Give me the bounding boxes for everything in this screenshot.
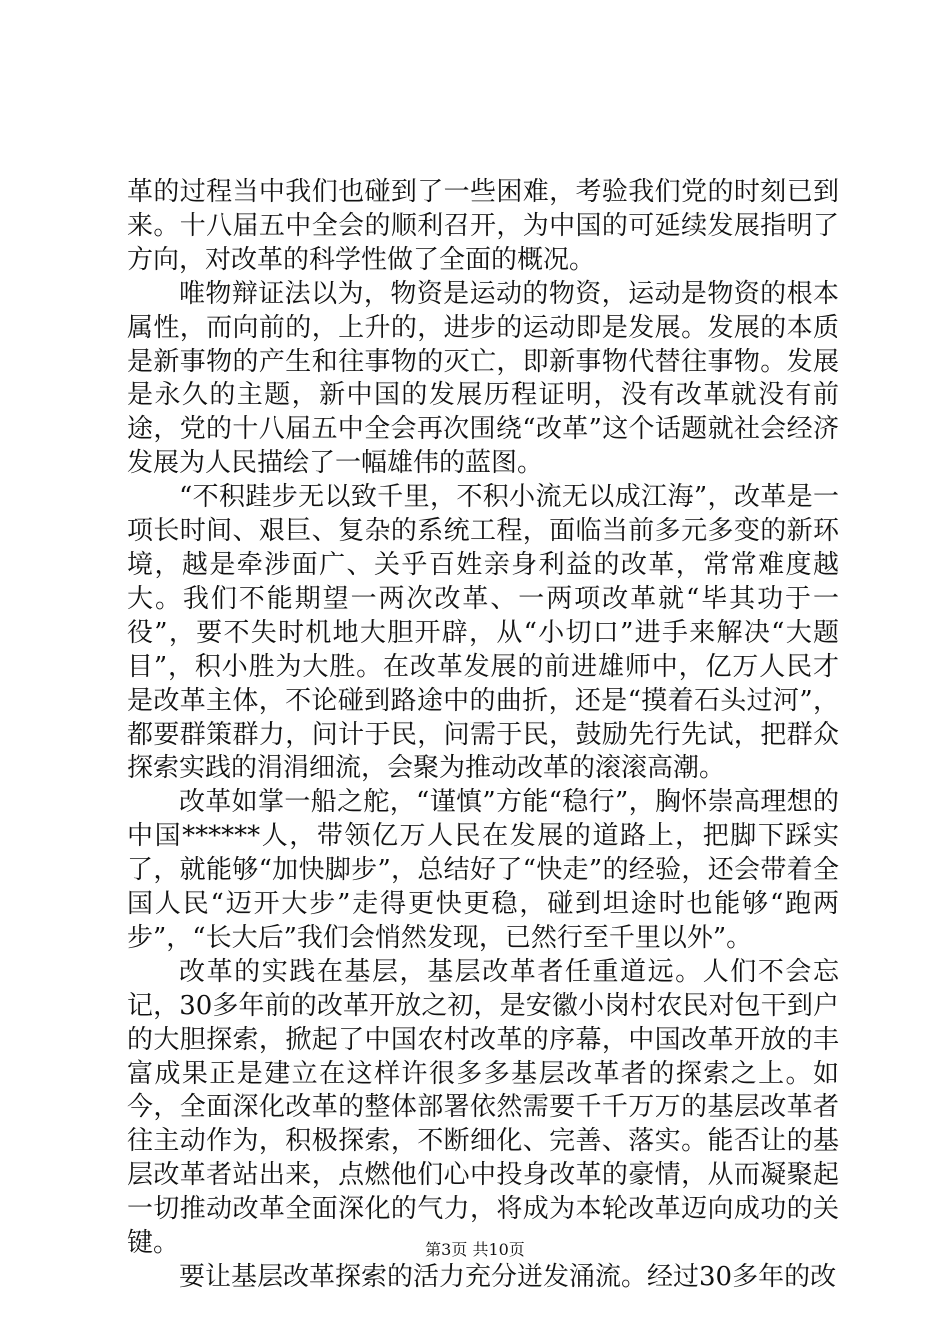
paragraph-continuation: 革的过程当中我们也碰到了一些困难，考验我们党的时刻已到来。十八届五中全会的顺利召开，为中国的可延续发展指明了方向，对改革的科学性做了全面的概况。 — [127, 177, 839, 275]
paragraph-step-by-step: “不积跬步无以致千里，不积小流无以成江海”，改革是一项长时间、艰巨、复杂的系统工程，面临当前多元多变的新环境，越是牵涉面广、关乎百姓亲身利益的改革，常常难度越大。我们不能期望一两次改革、一两项改革就“毕其功于一役”，要不失时机地大胆开辟，从“小切口”进手来解决“大题目”，积小胜为大胜。在改革发展的前进雄师中，亿万人民才是改革主体，不论碰到路途中的曲折，还是“摸着石头过河”，都要群策群力，问计于民，问需于民，鼓励先行先试，把群众探索实践的涓涓细流，会聚为推动改革的滚滚高潮。 — [127, 482, 839, 784]
paragraph-dialectics: 唯物辩证法以为，物资是运动的物资，运动是物资的根本属性，而向前的，上升的，进步的运动即是发展。发展的本质是新事物的产生和往事物的灭亡，即新事物代替往事物。发展是永久的主题，新中国的发展历程证明，没有改革就没有前途，党的十八届五中全会再次围绕“改革”这个话题就社会经济发展为人民描绘了一幅雄伟的蓝图。 — [127, 278, 839, 479]
paragraph-grassroots: 改革的实践在基层，基层改革者任重道远。人们不会忘记，30多年前的改革开放之初，是安徽小岗村农民对包干到户的大胆探索，掀起了中国农村改革的序幕，中国改革开放的丰富成果正是建立在这样许很多多基层改革者的探索之上。如今，全面深化改革的整体部署依然需要千千万万的基层改革者往主动作为，积极探索，不断细化、完善、落实。能否让的基层改革者站出来，点燃他们心中投身改革的豪情，从而凝聚起一切推动改革全面深化的气力，将成为本轮改革迈向成功的关键。 — [127, 956, 839, 1259]
document-body — [127, 176, 839, 1295]
paragraph-vitality: 要让基层改革探索的活力充分迸发涌流。经过30多年的改 — [179, 1262, 837, 1292]
paragraph-helm: 改革如掌一船之舵，“谨慎”方能“稳行”，胸怀崇高理想的中国******人，带领亿万人民在发展的道路上，把脚下踩实了，就能够“加快脚步”，总结好了“快走”的经验，还会带着全国人民“迈开大步”走得更快更稳，碰到坦途时也能够“跑两步”，“长大后”我们会悄然发现，已然行至千里以外”。 — [127, 787, 839, 953]
page-number-footer: 第3页 共10页 — [425, 1240, 525, 1259]
